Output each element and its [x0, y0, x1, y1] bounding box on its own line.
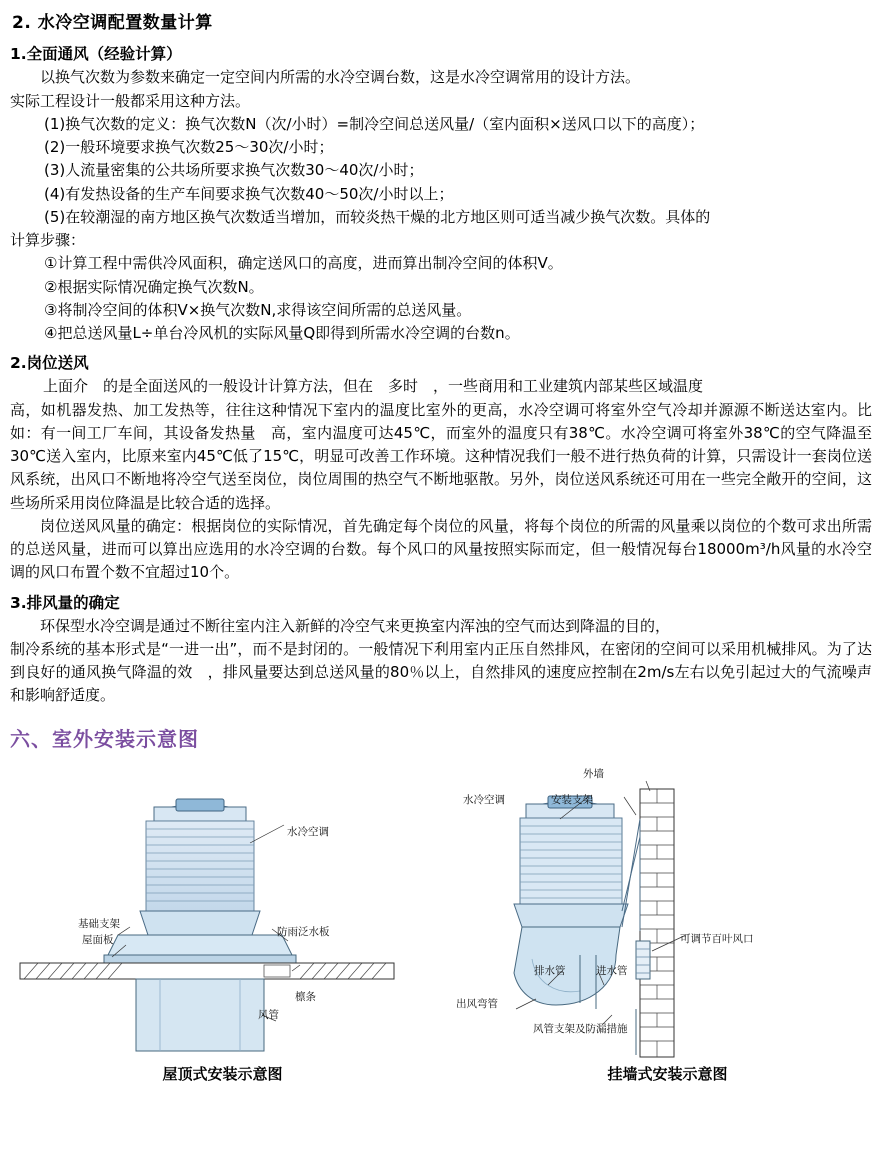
list-item: (1)换气次数的定义：换气次数N（次/小时）=制冷空间总送风量/（室内面积×送风口以下的高度）；: [44, 114, 705, 133]
figure-label: 防雨泛水板: [277, 925, 330, 938]
figure-label: 屋面板: [82, 933, 114, 946]
figure-label: 基础支架: [78, 917, 120, 930]
document-page: [0, 10, 890, 1166]
list-item: (3)人流量密集的公共场所要求换气次数30～40次/小时；: [44, 161, 424, 180]
step-item: ④把总送风量L÷单台冷风机的实际风量Q即得到所需水冷空调的台数n。: [44, 324, 520, 343]
step-item: ①计算工程中需供冷风面积，确定送风口的高度，进而算出制冷空间的体积V。: [44, 254, 563, 273]
subsection-title-3: 3.排风量的确定: [10, 593, 120, 612]
paragraph-s1-1b: 实际工程设计一般都采用这种方法。: [10, 91, 251, 110]
figure-label: 出风弯管: [456, 997, 498, 1010]
list-item: (5)在较潮湿的南方地区换气次数适当增加，而较炎热干燥的北方地区则可适当减少换气次数。具体的: [44, 207, 711, 226]
paragraph-s2-2: 岗位送风风量的确定：根据岗位的实际情况，首先确定每个岗位的风量，将每个岗位的所需的风量乘以岗位的个数可求出所需的总送风量，进而可以算出应选用的水冷空调的台数。每个风口的风量按照实际而定，但一般情况每台18000m³/h风量的水冷空调的风口布置个数不宜超过10个。: [10, 516, 872, 582]
paragraph-s3-1-body: 制冷系统的基本形式是“一进一出”，而不是封闭的。一般情况下利用室内正压自然排风，在密闭的空间可以采用机械排风。为了达到良好的通风换气降温的效 ，排风量要达到总送风量的80％以上，自然排风的速度应控制在2m/s左右以免引起过大的气流噪声和影响舒适度。: [10, 639, 872, 705]
section-heading-six: 六、室外安装示意图: [10, 726, 199, 751]
figure-label: 可调节百叶风口: [680, 932, 754, 945]
figure-caption-left: 屋顶式安装示意图: [162, 1064, 283, 1083]
paragraph-s2-1-head: 上面介 的是全面送风的一般设计计算方法，但在 多时 ，一些商用和工业建筑内部某些区域温度: [43, 377, 704, 396]
subsection-title-1: 1.全面通风（经验计算）: [10, 45, 182, 64]
list-item-cont: 计算步骤：: [10, 231, 86, 250]
figure-captions: [0, 1063, 890, 1086]
roof-installation-diagram: [0, 759, 430, 1059]
figure-label: 安装支架: [551, 793, 593, 806]
subsection-title-2: 2.岗位送风: [10, 354, 89, 373]
step-item: ②根据实际情况确定换气次数N。: [44, 277, 264, 296]
step-item: ③将制冷空间的体积V×换气次数N,求得该空间所需的总送风量。: [44, 300, 472, 319]
figure-label: 水冷空调: [287, 825, 329, 838]
figure-label: 外墙: [583, 767, 604, 780]
section-title-2: 2. 水冷空调配置数量计算: [12, 13, 213, 33]
figure-label: 风管: [258, 1008, 279, 1021]
list-item: (2)一般环境要求换气次数25～30次/小时；: [44, 138, 334, 157]
installation-diagrams: [0, 759, 890, 1059]
figure-label: 排水管: [534, 964, 566, 977]
paragraph-s1-1: 以换气次数为参数来确定一定空间内所需的水冷空调台数，这是水冷空调常用的设计方法。: [40, 68, 641, 87]
figure-label: 进水管: [596, 964, 628, 977]
figure-label: 风管支架及防漏措施: [533, 1022, 628, 1035]
list-item: (4)有发热设备的生产车间要求换气次数40～50次/小时以上；: [44, 184, 454, 203]
figure-label: 水冷空调: [463, 793, 505, 806]
figure-caption-right: 挂墙式安装示意图: [607, 1064, 728, 1083]
figure-label: 檩条: [295, 990, 316, 1003]
paragraph-s2-1-body: 高，如机器发热、加工发热等，往往这种情况下室内的温度比室外的更高，水冷空调可将室外空气冷却并源源不断送达室内。比如：有一间工厂车间，其设备发热量 高，室内温度可达45℃，而室外的温度只有38℃。水冷空调可将室外38℃的空气降温至30℃送入室内，比原来室内45℃低了15℃，明显可改善工作环境。这种情况我们一般不进行热负荷的计算，只需设计一套岗位送风系统，出风口不断地将冷空气送至岗位，岗位周围的热空气不断地驱散。另外，岗位送风系统还可用在一些完全敞开的空间，这些场所采用岗位降温是比较合适的选择。: [10, 400, 872, 512]
paragraph-s3-1-head: 环保型水冷空调是通过不断往室内注入新鲜的冷空气来更换室内浑浊的空气而达到降温的目的，: [40, 616, 671, 635]
